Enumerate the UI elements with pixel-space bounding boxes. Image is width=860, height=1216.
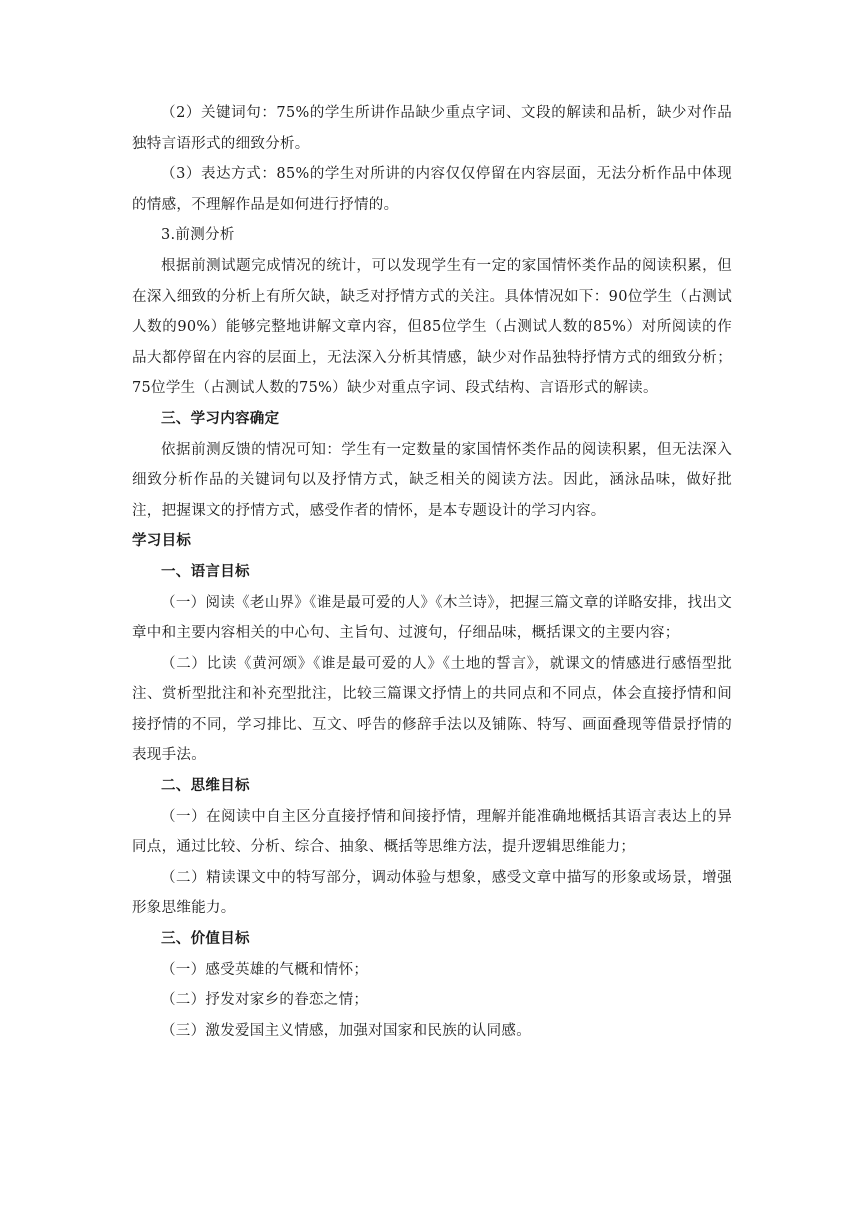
heading-language-goals: 一、语言目标 xyxy=(161,563,250,580)
paragraph-value-goal-2: （二）抒发对家乡的眷恋之情； xyxy=(161,992,369,1009)
paragraph-pretest-analysis: 根据前测试题完成情况的统计，可以发现学生有一定的家国情怀类作品的阅读积累，但在深入细致的分析上有所欠缺，缺乏对抒情方式的关注。具体情况如下：90位学生（占测试人数的90%）能够完整地讲解文章内容，但85位学生（占测试人数的85%）对所阅读的作品大都停留在内容的层面上，无法深入分析其情感，缺少对作品独特抒情方式的细致分析；75位学生（占测试人数的75%）缺少对重点字词、段式结构、言语形式的解读。 xyxy=(132,257,732,397)
heading-learning-content: 三、学习内容确定 xyxy=(161,410,280,427)
paragraph-keywords: （2）关键词句：75%的学生所讲作品缺少重点字词、文段的解读和品析，缺少对作品独特言语形式的细致分析。 xyxy=(132,105,732,152)
document-body xyxy=(132,98,732,1046)
paragraph-thinking-goal-1: （一）在阅读中自主区分直接抒情和间接抒情，理解并能准确地概括其语言表达上的异同点，通过比较、分析、综合、抽象、概括等思维方法，提升逻辑思维能力； xyxy=(132,808,732,856)
paragraph-language-goal-1: （一）阅读《老山界》《谁是最可爱的人》《木兰诗》，把握三篇文章的详略安排，找出文章中和主要内容相关的中心句、主旨句、过渡句，仔细品味，概括课文的主要内容； xyxy=(132,594,732,642)
paragraph-value-goal-1: （一）感受英雄的气概和情怀； xyxy=(161,961,369,978)
paragraph-language-goal-2: （二）比读《黄河颂》《谁是最可爱的人》《土地的誓言》，就课文的情感进行感悟型批注、赏析型批注和补充型批注，比较三篇课文抒情上的共同点和不同点，体会直接抒情和间接抒情的不同，学习排比、互文、呼告的修辞手法以及铺陈、特写、画面叠现等借景抒情的表现手法。 xyxy=(132,655,732,764)
paragraph-value-goal-3: （三）激发爱国主义情感，加强对国家和民族的认同感。 xyxy=(161,1022,531,1039)
section-pretest-analysis: 3.前测分析 xyxy=(161,227,235,244)
heading-value-goals: 三、价值目标 xyxy=(161,931,250,948)
paragraph-expression: （3）表达方式：85%的学生对所讲的内容仅仅停留在内容层面，无法分析作品中体现的情感，不理解作品是如何进行抒情的。 xyxy=(132,166,732,213)
heading-learning-goals: 学习目标 xyxy=(132,533,192,550)
heading-thinking-goals: 二、思维目标 xyxy=(161,778,250,795)
paragraph-learning-content: 依据前测反馈的情况可知：学生有一定数量的家国情怀类作品的阅读积累，但无法深入细致分析作品的关键词句以及抒情方式，缺乏相关的阅读方法。因此，涵泳品味，做好批注，把握课文的抒情方式，感受作者的情怀，是本专题设计的学习内容。 xyxy=(132,441,732,519)
paragraph-thinking-goal-2: （二）精读课文中的特写部分，调动体验与想象，感受文章中描写的形象或场景，增强形象思维能力。 xyxy=(132,869,732,917)
